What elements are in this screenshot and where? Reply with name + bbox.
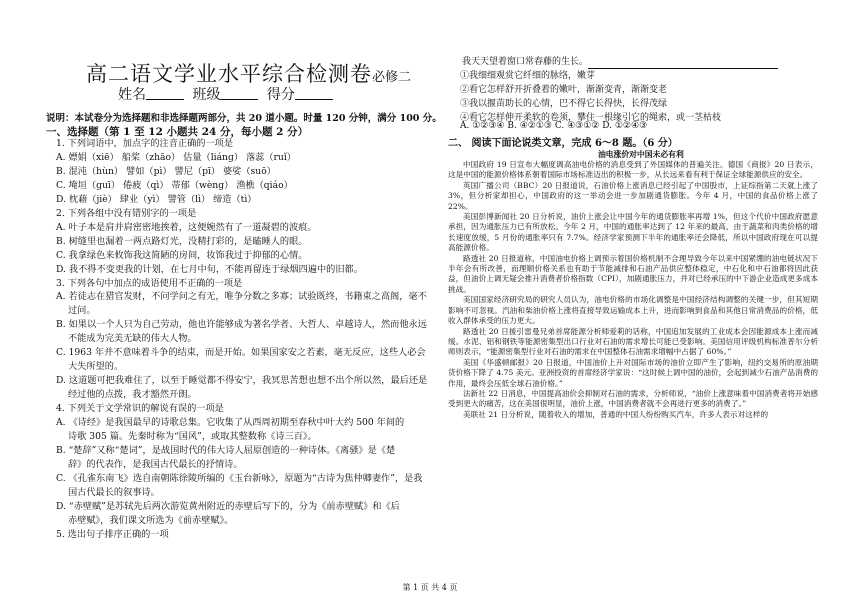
question-line: C. 《孔雀东南飞》选自南朝陈徐陵所编的《玉台新咏》，原题为“古诗为焦仲卿妻作”，是我 bbox=[56, 472, 423, 484]
question-line: B. 如果以一个人只为自己劳动，他也许能够成为著名学者、大哲人、卓越诗人，然而他永远 bbox=[56, 319, 427, 331]
question-line: B. 树缝里也漏着一两点路灯光，没精打彩的，是瞌睡人的眼。 bbox=[56, 235, 308, 247]
question-line: C. 埯垣（guī） 倦疲（qì） 蒂郁（wèng） 渔樵（qiáo） bbox=[56, 179, 293, 191]
question-line: 诗歌 305 篇。先秦时称为“国风”，或取其整数称《诗三百》。 bbox=[68, 430, 317, 442]
question-line: 不能成为完美无缺的伟大人物。 bbox=[68, 333, 197, 345]
question-line: D. 这道题可把我难住了，以至于睡觉都不得安宁，我冥思苦想也想不出个所以然，最后还是 bbox=[56, 375, 428, 387]
article-paragraph: 路透社 20 日报道称，中国油电价格上调预示着国价格机制不合理导致今年以来中国紧绷的油电链状况下半年会有所改善，而理顺价格关系也有助于节能减排和石油产品供应整体稳定，中石化和中石油都将因此获益，但油价上调无疑会推升消费者价格指数（CPI），加剧通胀压力，并对已经承压的中下游企业造成更多成本挑战。 bbox=[448, 253, 818, 294]
section-two-heading: 二、 阅读下面论说类文章，完成 6～8 题。（6 分） bbox=[448, 138, 678, 149]
question-line: A. 《诗经》是我国最早的诗歌总集。它收集了从西周初期至春秋中叶大约 500 年间的 bbox=[56, 417, 405, 428]
article-paragraph: 路透社 20 日援引雷曼兄弟首席能源分析师爱莉的话称，中国追加发展的工业成本会因能源成本上涨而减缓。水泥、铝和钢铁等能源密集型出口行业对石油的需求增长可能已受影响。美国信用评级机构标准普尔分析师则表示，“能源密集型行业对石油的需求在中国整体石油需求增幅中占据了 60%。” bbox=[448, 326, 818, 357]
answer-underline bbox=[588, 58, 778, 69]
ordering-line: ④看它怎样伸开柔软的卷须，攀住一根缘引它的绳索，或一茎枯枝 bbox=[460, 113, 722, 123]
student-info-line bbox=[118, 84, 337, 104]
question-line: D. “赤壁赋”是苏轼先后两次游览黄州附近的赤壁后写下的，分为《前赤壁赋》和《后 bbox=[56, 500, 400, 512]
ordering-line: ③我以揠苗助长的心情，巴不得它长得快，长得茂绿 bbox=[460, 99, 668, 109]
question-line: 5. 选出句子排序正确的一项 bbox=[56, 528, 169, 540]
question-line: 大失所望的。 bbox=[68, 361, 124, 373]
question-line: 4. 下列关于文学常识的解说有误的一项是 bbox=[56, 403, 224, 415]
answer-options: A. ①②③④ B. ④②①③ C. ④③①② D. ①②④③ bbox=[460, 121, 648, 131]
article-paragraph: 英国广播公司（BBC）20 日报道说，石油价格上涨消息已经引起了中国股市，上证综指第二天就上涨了 3%，但分析家却担心，中国政府的这一举动会进一步加剧通货膨胀。今年 4 月，中国的食品价格上涨了 22%。 bbox=[448, 180, 818, 211]
ordering-line: ②看它怎样舒开折叠着的嫩叶，渐渐变青，渐渐变老 bbox=[460, 85, 668, 95]
score-field[interactable] bbox=[295, 87, 333, 100]
question-line: 辞》的代表作，是我国古代最长的抒情诗。 bbox=[68, 458, 243, 470]
question-line: 国古代最长的叙事诗。 bbox=[68, 486, 160, 498]
ordering-line: ①我细细观赏它纤细的脉络，嫩芽 bbox=[460, 71, 596, 81]
score-label: 得分 bbox=[266, 87, 295, 103]
question-line: C. 我拿绿色来攸饰我这简陋的房间，妆饰我过于抑郁的心情。 bbox=[56, 249, 308, 261]
question-line: A. 叶子本是肩并肩密密地挨着，这便婉然有了一道凝碧的波痕。 bbox=[56, 221, 317, 233]
class-field[interactable] bbox=[220, 87, 258, 100]
exam-title-suffix: 必修二 bbox=[372, 70, 412, 85]
question-line: 1. 下列词语中，加点字的注音正确的一项是 bbox=[56, 138, 234, 149]
question-line: 赤壁赋》，我们课文所选为《前赤壁赋》。 bbox=[68, 514, 234, 526]
ordering-line: 我天天望着窗口常春藤的生长。 bbox=[462, 57, 589, 67]
exam-title-text: 高二语文学业水平综合检测卷 bbox=[86, 62, 372, 86]
article-paragraph: 法新社 22 日消息，中国提高油价会抑制对石油的需求，分析师说，“油价上涨意味着中国消费者将开始感受到更大的痛苦，这在美国很明显，油价上涨，中国消费者就不会再进行更多的消费了。” bbox=[448, 388, 818, 409]
name-field[interactable] bbox=[146, 87, 184, 100]
article-paragraph: 美国《华盛顿邮报》20 日报道，中国油价上升对国际市场的油价立即产生了影响，纽约交易所的原油期货价格下降了 4.75 美元。亚洲投资的首席经济学家说：“这时候上调中国的油价，会起到减少石油产品消费的作用，最终会压低全球石油价格。” bbox=[448, 357, 818, 388]
article-paragraph: 美国国家经济研究局的研究人员认为，油电价格的市场化调整是中国经济结构调整的关键一步，但其短期影响不可忽视。汽油和柴油价格上涨将直接导致运输成本上升，进而影响到食品和其他日常消费品的价格，低收入群体承受的压力更大。 bbox=[448, 295, 818, 326]
class-label: 班级 bbox=[192, 87, 221, 103]
article-paragraph: 美国彭博新闻社 20 日分析说，油价上涨会让中国今年的通货膨胀率再增 1%，但这个代价中国政府愿意承担，因为通胀压力已有所放松。今年 2 月，中国的通胀率达到了 12 年来的最高，由于蔬菜和肉类价格的增长速度放缓，5 月份的通胀率只有 7.7%。经济学家预测下半年的通胀率还会降低，所以中国政府现在可以提高能源价格。 bbox=[448, 212, 818, 253]
question-line: 过问。 bbox=[68, 305, 96, 317]
question-line: 3. 下列各句中加点的成语使用不正确的一项是 bbox=[56, 277, 243, 289]
question-line: B. 混沌（hùn） 譬如（pì） 譬尼（pī） 婆娑（suō） bbox=[56, 165, 276, 177]
question-line: D. 枕藉（jiè） 肆业（yì） 譬管（lì） 缔造（tì） bbox=[56, 193, 257, 205]
name-label: 姓名 bbox=[118, 87, 146, 103]
article-title: 油电涨价对中国未必有利 bbox=[598, 150, 684, 159]
article-paragraph: 中国政府 19 日宣布大幅度调高油电价格的消息受到了外国媒体的普遍关注。德国《商报》20 日表示，这是中国的能源价格体系朝着国际市场标准迈出的积极一步，从长远来看有利于保证全球能源供应的安全。 bbox=[448, 160, 818, 180]
question-line: A. 嫖娟（xiē） 船桨（zhāo） 估量（liáng） 落蕊（ruǐ） bbox=[56, 151, 296, 163]
question-line: D. 我不得不变更我的计划，在七月中旬，不能再留连于绿烟四遍中的旧都。 bbox=[56, 263, 363, 275]
question-line: B. “楚辞”又称“楚词”，是战国时代的伟大诗人屈原创造的一种诗体。《离骚》是《楚 bbox=[56, 444, 396, 456]
article-body bbox=[448, 160, 818, 420]
question-line: 经过他的点拨，我才豁然开朗。 bbox=[68, 389, 197, 401]
question-line: 2. 下列各组中没有错别字的一项是 bbox=[56, 207, 197, 219]
section-one-heading: 一、选择题（第 1 至 12 小题共 24 分，每小题 2 分） bbox=[46, 126, 309, 138]
article-paragraph: 美联社 21 日分析说，随着收入的增加，普通的中国人纷纷购买汽车，许多人表示对这样的 bbox=[463, 409, 769, 419]
question-line: A. 若徒志在猎官发财，不问学问之有无，唯争分数之多寡；试验既终，书籍束之高阁，毫不 bbox=[56, 291, 427, 303]
question-line: C. 1963 年并不意味着斗争的结束，而是开始。如果国家安之若素，毫无反应，这些人必会 bbox=[56, 347, 426, 359]
exam-instructions: 说明：本试卷分为选择题和非选择题两部分，共 20 道小题。时量 120 分钟，满分 100 分。 bbox=[46, 113, 442, 124]
page-footer: 第 1 页 共 4 页 bbox=[402, 583, 458, 592]
